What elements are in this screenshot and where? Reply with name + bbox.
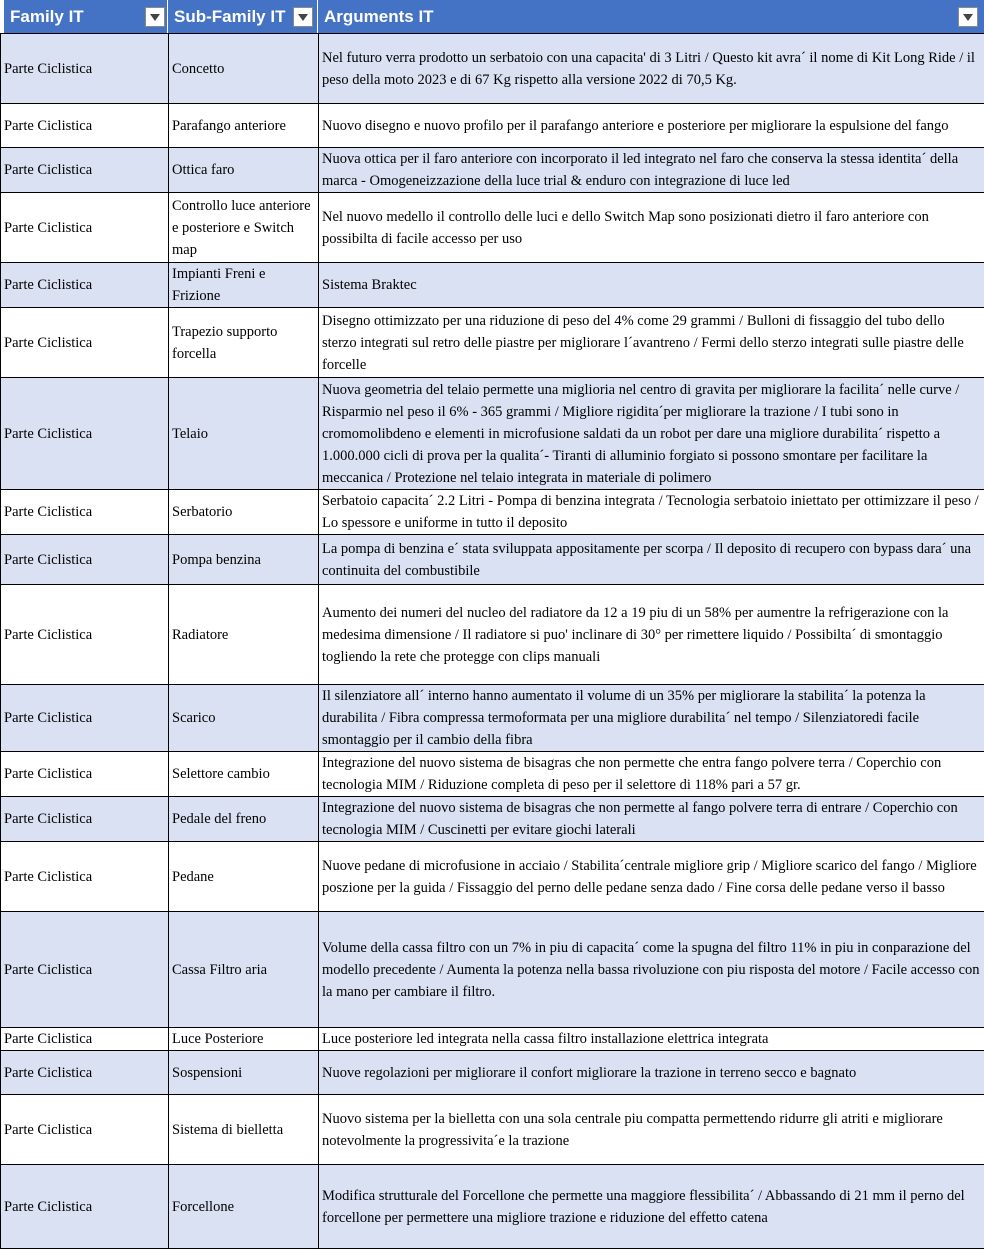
cell-arguments[interactable]: Nel nuovo medello il controllo delle luci e dello Switch Map sono posizionati dietro il faro anteriore con possibilta di facile accesso per uso <box>319 193 984 263</box>
cell-subfamily[interactable]: Cassa Filtro aria <box>169 912 319 1028</box>
cell-subfamily[interactable]: Sospensioni <box>169 1051 319 1095</box>
cell-arguments[interactable]: Nuova geometria del telaio permette una miglioria nel centro di gravita per migliorare la facilita´ nelle curve / Risparmio nel peso il 6% - 365 grammi / Migliore rigidita´per migliorare la trazione / I tubi sono in cromomolibdeno e elementi in microfusione saldati da un robot per dare una migliore durabilita´ rispetto a 1.000.000 cicli di prova per la qualita´- Tiranti di alluminio forgiato si possono smontare per facilitare la meccanica / Protezione nel telaio integrata in materiale di polimero <box>319 378 984 490</box>
cell-subfamily[interactable]: Impianti Freni e Frizione <box>169 263 319 308</box>
header-arguments-label: Arguments IT <box>324 7 434 26</box>
cell-subfamily[interactable]: Serbatorio <box>169 490 319 535</box>
header-family-label: Family IT <box>10 7 84 26</box>
table-body <box>1 34 984 1249</box>
cell-arguments[interactable]: Modifica strutturale del Forcellone che permette una maggiore flessibilita´ / Abbassando di 21 mm il perno del forcellone per permettere una migliore trazione e riduzione del effetto catena <box>319 1165 984 1249</box>
cell-subfamily[interactable]: Scarico <box>169 685 319 752</box>
table-row <box>1 535 984 585</box>
cell-family[interactable]: Parte Ciclistica <box>1 1095 169 1165</box>
table-row <box>1 1028 984 1051</box>
cell-subfamily[interactable]: Pompa benzina <box>169 535 319 585</box>
cell-arguments[interactable]: La pompa di benzina e´ stata sviluppata appositamente per scorpa / Il deposito di recupero con bypass dara´ una continuita del combustibile <box>319 535 984 585</box>
filter-dropdown-icon[interactable] <box>958 7 978 27</box>
cell-subfamily[interactable]: Trapezio supporto forcella <box>169 308 319 378</box>
cell-subfamily[interactable]: Luce Posteriore <box>169 1028 319 1051</box>
table-row <box>1 193 984 263</box>
cell-arguments[interactable]: Sistema Braktec <box>319 263 984 308</box>
cell-subfamily[interactable]: Pedale del freno <box>169 797 319 842</box>
cell-family[interactable]: Parte Ciclistica <box>1 490 169 535</box>
cell-subfamily[interactable]: Ottica faro <box>169 148 319 193</box>
cell-family[interactable]: Parte Ciclistica <box>1 912 169 1028</box>
cell-family[interactable]: Parte Ciclistica <box>1 1051 169 1095</box>
cell-family[interactable]: Parte Ciclistica <box>1 1165 169 1249</box>
cell-arguments[interactable]: Nuove regolazioni per migliorare il confort migliorare la trazione in terreno secco e bagnato <box>319 1051 984 1095</box>
cell-arguments[interactable]: Nuovo sistema per la bielletta con una sola centrale piu compatta permettendo ridurre gli atriti e migliorare notevolmente la progressivita´e la trazione <box>319 1095 984 1165</box>
cell-family[interactable]: Parte Ciclistica <box>1 797 169 842</box>
cell-arguments[interactable]: Nuove pedane di microfusione in acciaio / Stabilita´centrale migliore grip / Migliore scarico del fango / Migliore poszione per la guida / Fissaggio del perno delle pedane senza dado / Fine corsa delle pedane verso il basso <box>319 842 984 912</box>
cell-arguments[interactable]: Disegno ottimizzato per una riduzione di peso del 4% come 29 grammi / Bulloni di fissaggio del tubo dello sterzo integrati sul retro delle piastre per migliorare l´avantreno / Fermi dello sterzo integrati sulle piastre delle forcelle <box>319 308 984 378</box>
cell-subfamily[interactable]: Parafango anteriore <box>169 104 319 148</box>
table-row <box>1 490 984 535</box>
table-row <box>1 104 984 148</box>
table-row <box>1 1095 984 1165</box>
cell-family[interactable]: Parte Ciclistica <box>1 34 169 104</box>
cell-subfamily[interactable]: Sistema di bielletta <box>169 1095 319 1165</box>
header-subfamily[interactable] <box>168 0 317 33</box>
cell-family[interactable]: Parte Ciclistica <box>1 378 169 490</box>
table-row <box>1 308 984 378</box>
cell-arguments[interactable]: Volume della cassa filtro con un 7% in piu di capacita´ come la spugna del filtro 11% in piu in conparazione del modello precedente / Aumenta la potenza nella bassa rivoluzione con piu risposta del motore / Facile accesso con la mano per cambiare il filtro. <box>319 912 984 1028</box>
cell-subfamily[interactable]: Controllo luce anteriore e posteriore e Switch map <box>169 193 319 263</box>
cell-subfamily[interactable]: Selettore cambio <box>169 752 319 797</box>
cell-family[interactable]: Parte Ciclistica <box>1 1028 169 1051</box>
filter-dropdown-icon[interactable] <box>293 7 313 27</box>
table-row <box>1 685 984 752</box>
table-row <box>1 148 984 193</box>
cell-arguments[interactable]: Il silenziatore all´ interno hanno aumentato il volume di un 35% per migliorare la stabilita´ la potenza la durabilita / Fibra compressa termoformata per una migliore durabilita´ nel tempo / Silenziatoredi facile smontaggio per il cambio della fibra <box>319 685 984 752</box>
cell-arguments[interactable]: Luce posteriore led integrata nella cassa filtro installazione elettrica integrata <box>319 1028 984 1051</box>
cell-family[interactable]: Parte Ciclistica <box>1 535 169 585</box>
cell-subfamily[interactable]: Pedane <box>169 842 319 912</box>
cell-family[interactable]: Parte Ciclistica <box>1 685 169 752</box>
cell-family[interactable]: Parte Ciclistica <box>1 308 169 378</box>
cell-family[interactable]: Parte Ciclistica <box>1 104 169 148</box>
cell-arguments[interactable]: Nuovo disegno e nuovo profilo per il parafango anteriore e posteriore per migliorare la espulsione del fango <box>319 104 984 148</box>
cell-arguments[interactable]: Nuova ottica per il faro anteriore con incorporato il led integrato nel faro che conserva la stessa identita´ della marca - Omogeneizzazione della luce trial & enduro con integrazione di luce led <box>319 148 984 193</box>
cell-family[interactable]: Parte Ciclistica <box>1 585 169 685</box>
data-table <box>0 33 984 1249</box>
table-row <box>1 585 984 685</box>
header-subfamily-label: Sub-Family IT <box>174 7 285 26</box>
cell-subfamily[interactable]: Telaio <box>169 378 319 490</box>
table-row <box>1 34 984 104</box>
cell-arguments[interactable]: Integrazione del nuovo sistema de bisagras che non permette al fango polvere terra di entrare / Coperchio con tecnologia MIM / Cuscinetti per evitare giochi laterali <box>319 797 984 842</box>
cell-arguments[interactable]: Serbatoio capacita´ 2.2 Litri - Pompa di benzina integrata / Tecnologia serbatoio iniettato per ottimizzare il peso / Lo spessore e uniforme in tutto il deposito <box>319 490 984 535</box>
cell-arguments[interactable]: Aumento dei numeri del nucleo del radiatore da 12 a 19 piu di un 58% per aumentre la refrigerazione con la medesima dimensione / Il radiatore si puo' inclinare di 30° per rimettere liquido / Possibilta´ di smontaggio togliendo la rete che protegge con clips manuali <box>319 585 984 685</box>
header-arguments[interactable] <box>318 0 984 33</box>
header-family[interactable] <box>4 0 167 33</box>
table-row <box>1 752 984 797</box>
cell-family[interactable]: Parte Ciclistica <box>1 148 169 193</box>
table-row <box>1 797 984 842</box>
filter-dropdown-icon[interactable] <box>145 7 165 27</box>
table-row <box>1 378 984 490</box>
cell-arguments[interactable]: Nel futuro verra prodotto un serbatoio con una capacita' di 3 Litri / Questo kit avra´ il nome di Kit Long Ride / il peso della moto 2023 e di 67 Kg rispetto alla versione 2022 di 70,5 Kg. <box>319 34 984 104</box>
cell-subfamily[interactable]: Concetto <box>169 34 319 104</box>
table-row <box>1 263 984 308</box>
cell-subfamily[interactable]: Forcellone <box>169 1165 319 1249</box>
cell-subfamily[interactable]: Radiatore <box>169 585 319 685</box>
cell-family[interactable]: Parte Ciclistica <box>1 842 169 912</box>
table-row <box>1 912 984 1028</box>
table-row <box>1 842 984 912</box>
cell-family[interactable]: Parte Ciclistica <box>1 193 169 263</box>
cell-family[interactable]: Parte Ciclistica <box>1 263 169 308</box>
table-row <box>1 1051 984 1095</box>
cell-arguments[interactable]: Integrazione del nuovo sistema de bisagras che non permette che entra fango polvere terra / Coperchio con tecnologia MIM / Riduzione completa di peso per il selettore di 118% pari a 57 gr. <box>319 752 984 797</box>
cell-family[interactable]: Parte Ciclistica <box>1 752 169 797</box>
